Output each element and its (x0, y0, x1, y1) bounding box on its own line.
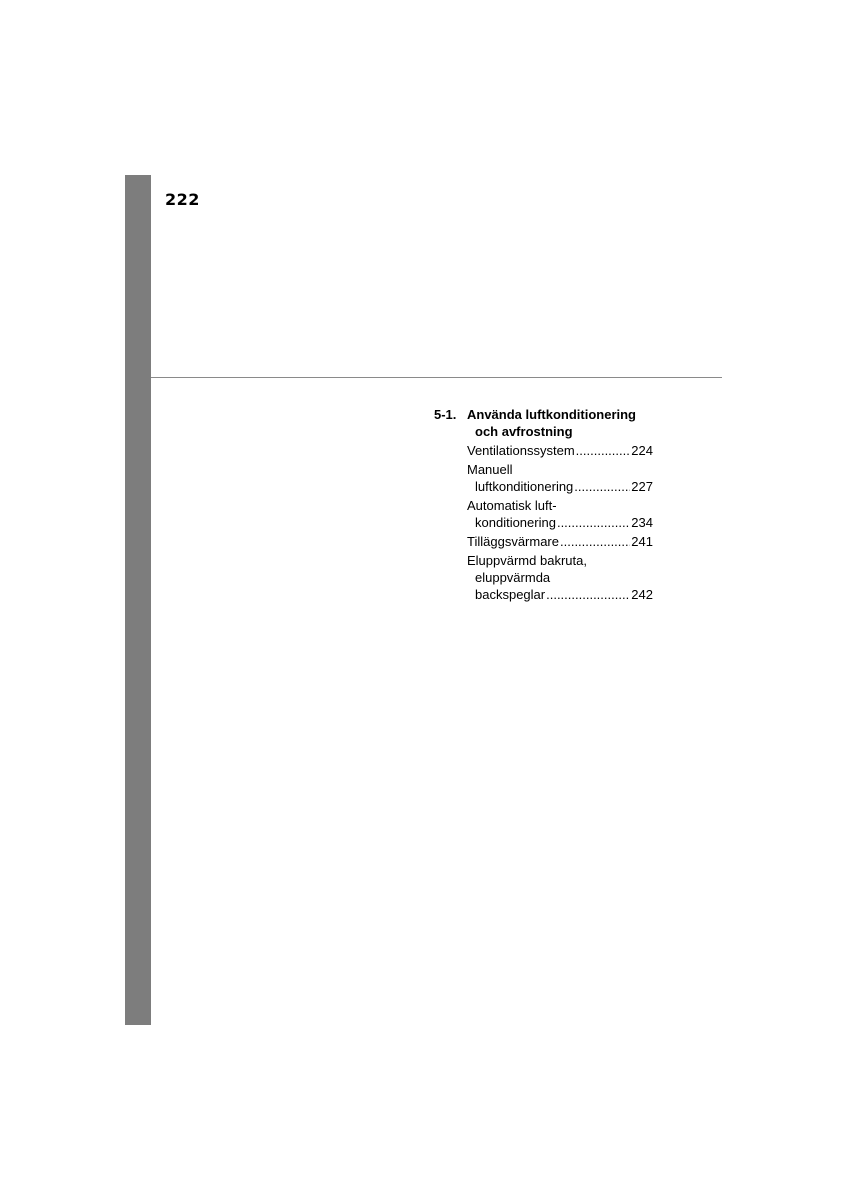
toc-entries (434, 442, 664, 603)
toc-entry-auxiliary-heater[interactable] (467, 533, 653, 550)
toc-entry-heated-rear-window[interactable] (467, 552, 653, 603)
section-number: 5-1. (434, 407, 457, 422)
toc-entry-page: 234 (631, 515, 653, 530)
toc-entry-automatic-ac[interactable] (467, 497, 653, 531)
section-title[interactable] (467, 406, 664, 440)
toc-entry-line (467, 586, 653, 603)
toc-entry-line (467, 442, 653, 459)
dot-leader (557, 514, 630, 531)
toc-entry-ventilation[interactable] (467, 442, 653, 459)
toc-entry-text: Tilläggsvärmare (467, 534, 559, 549)
dot-leader (576, 442, 631, 459)
section-heading (434, 406, 664, 440)
toc-entry-text: Manuell (467, 462, 513, 477)
side-tab-bar (125, 175, 151, 1025)
toc-entry-text: eluppvärmda (475, 570, 551, 585)
toc-entry-text: Eluppvärmd bakruta, (467, 553, 587, 568)
toc-entry-line (467, 514, 653, 531)
toc-entry-page: 242 (631, 587, 653, 602)
toc-entry-text: Automatisk luft- (467, 498, 557, 513)
dot-leader (574, 478, 630, 495)
toc-entry-page: 224 (631, 443, 653, 458)
section-title-line: Använda luftkonditionering (467, 407, 636, 422)
page-number: 222 (165, 190, 200, 209)
toc-entry-line (467, 533, 653, 550)
section-title-line: och avfrostning (475, 424, 573, 439)
section-divider (151, 377, 722, 378)
toc-entry-line (467, 478, 653, 495)
toc-entry-text: konditionering (475, 515, 556, 530)
table-of-contents (434, 406, 664, 605)
toc-entry-text: Ventilationssystem (467, 443, 575, 458)
toc-entry-text: luftkonditionering (475, 479, 574, 494)
dot-leader (560, 533, 630, 550)
toc-entry-text: backspeglar (475, 587, 546, 602)
toc-entry-manual-ac[interactable] (467, 461, 653, 495)
toc-entry-page: 241 (631, 534, 653, 549)
dot-leader (546, 586, 630, 603)
toc-entry-page: 227 (631, 479, 653, 494)
